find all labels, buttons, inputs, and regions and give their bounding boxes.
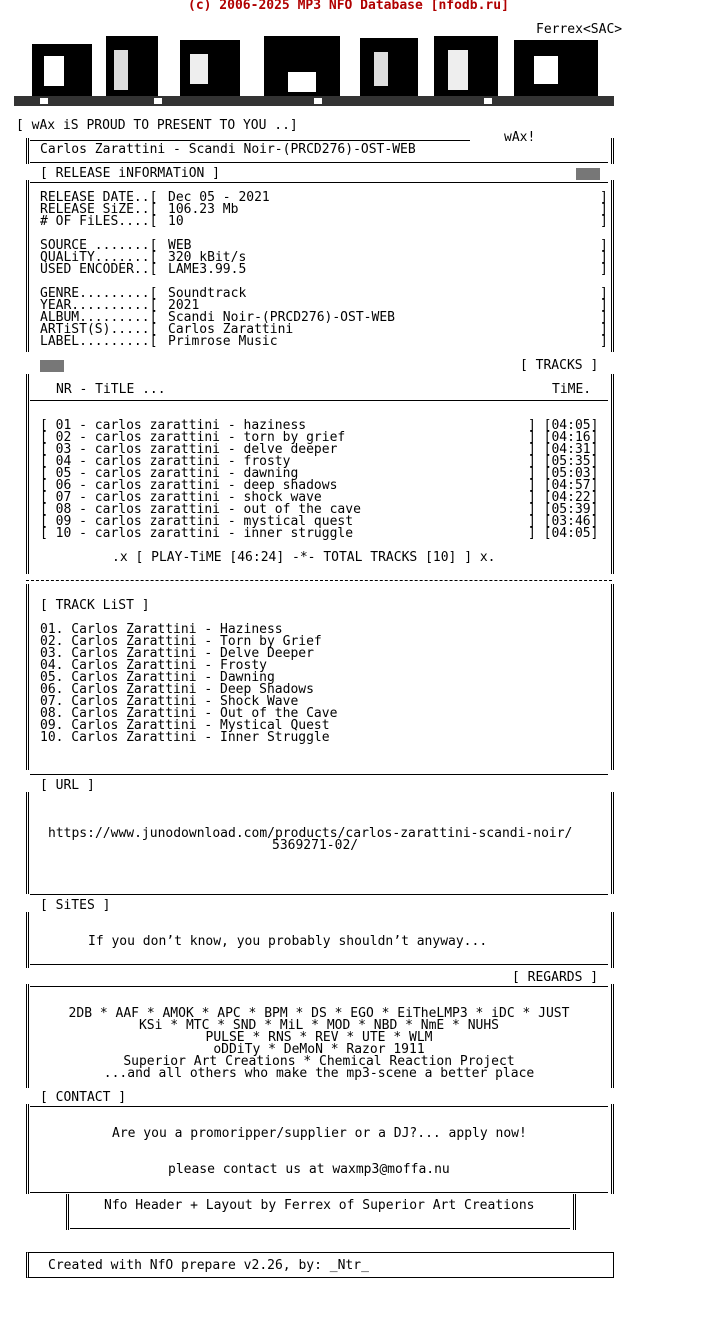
info-bracket: ]	[600, 322, 608, 337]
playtime-summary: .x [ PLAY-TiME [46:24] -*- TOTAL TRACKS [10] ] x.	[112, 550, 496, 565]
rule	[70, 1228, 570, 1229]
info-label: # OF FiLES....[	[40, 214, 158, 229]
info-value: Soundtrack	[168, 286, 247, 301]
tracklist-item: 08. Carlos Zarattini - Out of the Cave	[40, 706, 338, 721]
info-value: 106.23 Mb	[168, 202, 239, 217]
rule	[30, 774, 608, 775]
track-time: ] [04:05]	[528, 418, 599, 433]
info-bracket: ]	[600, 250, 608, 265]
track-time: ] [04:22]	[528, 490, 599, 505]
info-bracket: ]	[600, 298, 608, 313]
track-time: ] [04:05]	[528, 526, 599, 541]
shade-block	[40, 360, 64, 372]
info-value: Primrose Music	[168, 334, 278, 349]
info-value: LAME3.99.5	[168, 262, 247, 277]
rule	[30, 964, 608, 965]
tracklist-item: 07. Carlos Zarattini - Shock Wave	[40, 694, 299, 709]
regards-line: PULSE * RNS * REV * UTE * WLM	[205, 1030, 433, 1045]
sites-text: If you don’t know, you probably shouldn’t anyway...	[88, 934, 488, 949]
info-bracket: ]	[600, 190, 608, 205]
info-label: YEAR..........[	[40, 298, 158, 313]
info-value: 2021	[168, 298, 200, 313]
track-rows	[40, 420, 604, 540]
url-heading: [ URL ]	[40, 778, 95, 793]
rule	[30, 182, 608, 183]
info-bracket: ]	[600, 202, 608, 217]
info-label: LABEL.........[	[40, 334, 158, 349]
regards-line: 2DB * AAF * AMOK * APC * BPM * DS * EGO * EiTheLMP3 * iDC * JUST	[68, 1006, 570, 1021]
track-line: [ 02 - carlos zarattini - torn by grief	[40, 430, 346, 445]
tracklist-item: 05. Carlos Zarattini - Dawning	[40, 670, 275, 685]
regards-lines	[30, 1008, 608, 1080]
tracklist-item: 01. Carlos Zarattini - Haziness	[40, 622, 283, 637]
info-value: Carlos Zarattini	[168, 322, 294, 337]
track-line: [ 08 - carlos zarattini - out of the cave	[40, 502, 361, 517]
ascii-logo-banner	[14, 36, 614, 120]
track-time: ] [03:46]	[528, 514, 599, 529]
tracklist-item: 09. Carlos Zarattini - Mystical Quest	[40, 718, 330, 733]
track-time: ] [05:35]	[528, 454, 599, 469]
track-time: ] [04:31]	[528, 442, 599, 457]
wax-tag: wAx!	[504, 130, 536, 145]
regards-line: KSi * MTC * SND * MiL * MOD * NBD * NmE * NUHS	[138, 1018, 500, 1033]
sites-heading: [ SiTES ]	[40, 898, 111, 913]
tracklist-item: 03. Carlos Zarattini - Delve Deeper	[40, 646, 314, 661]
shade-block	[576, 168, 600, 180]
rule	[30, 162, 608, 163]
tracks-col-title: NR - TiTLE ...	[56, 382, 166, 397]
info-bracket: ]	[600, 262, 608, 277]
rule	[30, 1192, 608, 1193]
info-label: GENRE.........[	[40, 286, 158, 301]
artist-credit: Ferrex<SAC>	[536, 22, 623, 37]
info-bracket: ]	[600, 286, 608, 301]
info-value: 320 kBit/s	[168, 250, 247, 265]
info-label: RELEASE DATE..[	[40, 190, 158, 205]
regards-line: Superior Art Creations * Chemical Reaction Project	[123, 1054, 515, 1069]
rule	[26, 580, 612, 581]
track-line: [ 06 - carlos zarattini - deep shadows	[40, 478, 338, 493]
info-value: 10	[168, 214, 184, 229]
rule	[30, 400, 608, 401]
info-label: ALBUM.........[	[40, 310, 158, 325]
track-row	[40, 528, 604, 540]
track-line: [ 01 - carlos zarattini - haziness	[40, 418, 307, 433]
track-line: [ 04 - carlos zarattini - frosty	[40, 454, 291, 469]
info-value: WEB	[168, 238, 192, 253]
tracks-heading: [ TRACKS ]	[520, 358, 599, 373]
rule	[30, 894, 608, 895]
release-info-heading: [ RELEASE iNFORMATiON ]	[40, 166, 221, 181]
regards-heading: [ REGARDS ]	[512, 970, 599, 985]
info-label: SOURCE .......[	[40, 238, 158, 253]
info-bracket: ]	[600, 310, 608, 325]
track-line: [ 07 - carlos zarattini - shock wave	[40, 490, 322, 505]
track-time: ] [05:03]	[528, 466, 599, 481]
copyright-link[interactable]: (c) 2006-2025 MP3 NFO Database [nfodb.ru]	[188, 0, 509, 13]
track-line: [ 10 - carlos zarattini - inner struggle	[40, 526, 354, 541]
created-with: Created with NfO prepare v2.26, by: _Ntr_	[48, 1258, 369, 1273]
tracklist-item: 02. Carlos Zarattini - Torn by Grief	[40, 634, 322, 649]
url-line-2[interactable]: 5369271-02/	[272, 838, 359, 853]
layout-credit: Nfo Header + Layout by Ferrex of Superior Art Creations	[104, 1198, 535, 1213]
regards-line: ...and all others who make the mp3-scene a better place	[103, 1066, 535, 1081]
info-bracket: ]	[600, 334, 608, 349]
track-time: ] [05:39]	[528, 502, 599, 517]
track-line: [ 03 - carlos zarattini - delve deeper	[40, 442, 338, 457]
release-title: Carlos Zarattini - Scandi Noir-(PRCD276)-OST-WEB	[40, 142, 416, 157]
rule	[30, 140, 470, 141]
track-line: [ 09 - carlos zarattini - mystical quest	[40, 514, 354, 529]
track-line: [ 05 - carlos zarattini - dawning	[40, 466, 299, 481]
contact-box	[26, 1104, 614, 1194]
contact-line-1: Are you a promoripper/supplier or a DJ?... apply now!	[112, 1126, 527, 1141]
rule	[30, 986, 608, 987]
tracklist-heading: [ TRACK LiST ]	[40, 598, 150, 613]
info-label: QUALiTY.......[	[40, 250, 158, 265]
tracklist-item: 04. Carlos Zarattini - Frosty	[40, 658, 267, 673]
contact-heading: [ CONTACT ]	[40, 1090, 127, 1105]
regards-line: oDDiTy * DeMoN * Razor 1911	[213, 1042, 425, 1057]
tracklist-rows	[40, 624, 337, 744]
tracks-col-time: TiME.	[552, 382, 592, 397]
track-time: ] [04:57]	[528, 478, 599, 493]
contact-email[interactable]: please contact us at waxmp3@moffa.nu	[168, 1162, 450, 1177]
rule	[30, 1106, 608, 1107]
tracklist-item: 10. Carlos Zarattini - Inner Struggle	[40, 730, 330, 745]
info-bracket: ]	[600, 214, 608, 229]
tracklist-item: 06. Carlos Zarattini - Deep Shadows	[40, 682, 314, 697]
present-line: [ wAx iS PROUD TO PRESENT TO YOU ..]	[16, 118, 298, 133]
info-label: USED ENCODER..[	[40, 262, 158, 277]
info-value: Dec 05 - 2021	[168, 190, 270, 205]
info-bracket: ]	[600, 238, 608, 253]
track-time: ] [04:16]	[528, 430, 599, 445]
info-label: RELEASE SiZE..[	[40, 202, 158, 217]
info-label: ARTiST(S).....[	[40, 322, 158, 337]
info-value: Scandi Noir-(PRCD276)-OST-WEB	[168, 310, 395, 325]
url-line-1[interactable]: https://www.junodownload.com/products/carlos-zarattini-scandi-noir/	[48, 826, 573, 841]
